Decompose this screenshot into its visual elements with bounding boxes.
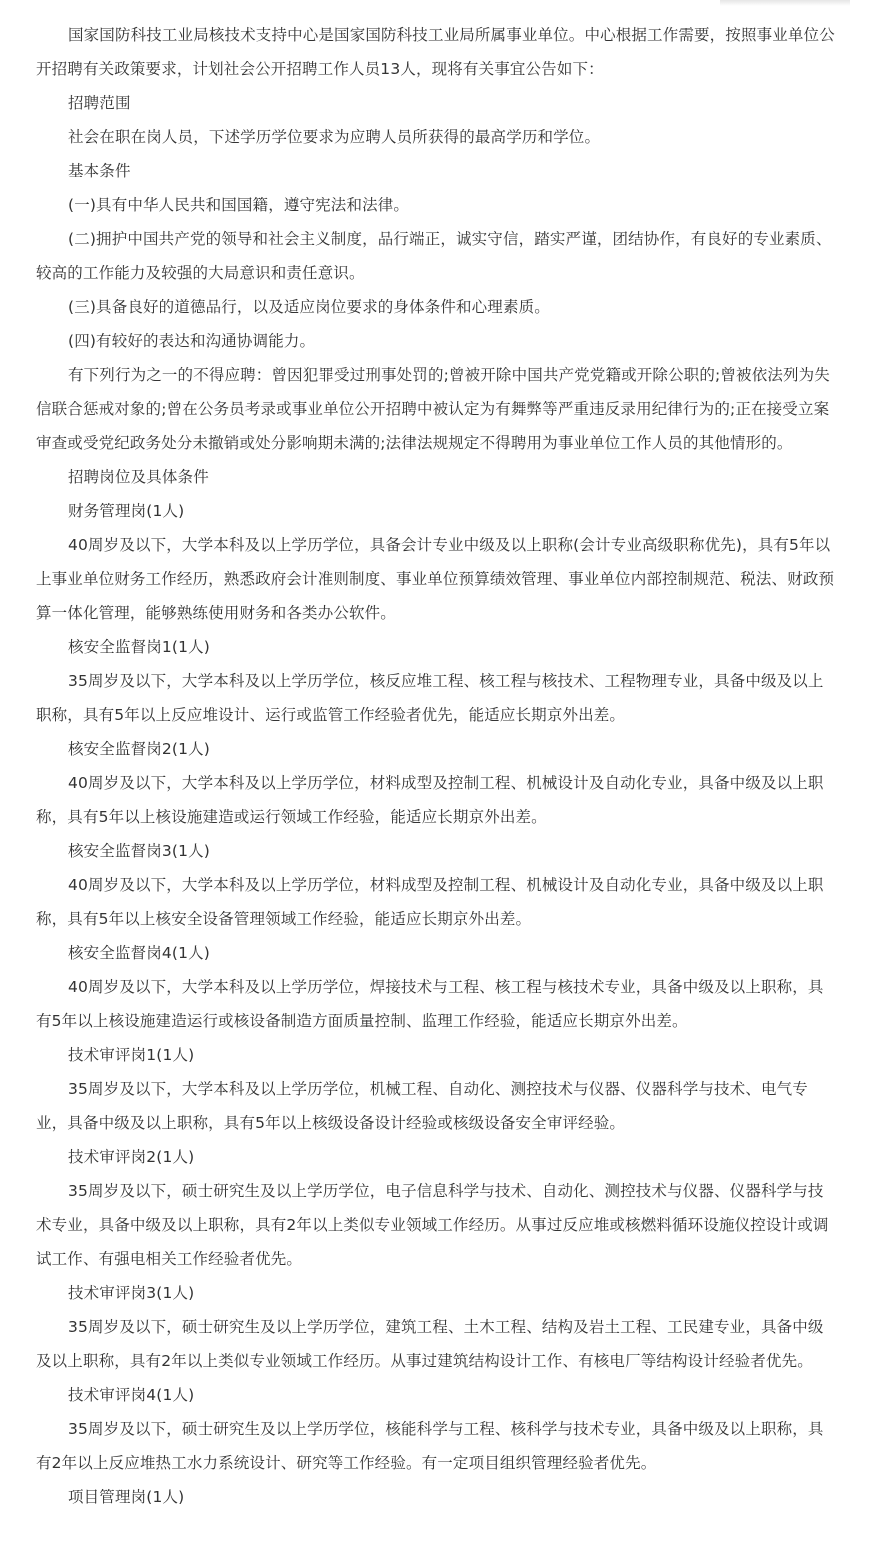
position-description: 40周岁及以下，大学本科及以上学历学位，焊接技术与工程、核工程与核技术专业，具备中级及以上职称，具有5年以上核设施建造运行或核设备制造方面质量控制、监理工作经验，能适应长期京外出差。 <box>36 978 824 1030</box>
position-title: 技术审评岗1(1人) <box>68 1046 195 1064</box>
conditions-heading: 基本条件 <box>68 162 131 180</box>
intro-paragraph: 国家国防科技工业局核技术支持中心是国家国防科技工业局所属事业单位。中心根据工作需要，按照事业单位公开招聘有关政策要求，计划社会公开招聘工作人员13人，现将有关事宜公告如下： <box>36 26 835 78</box>
position-title: 财务管理岗(1人) <box>68 502 185 520</box>
condition-item: (四)有较好的表达和沟通协调能力。 <box>68 332 316 350</box>
position-title: 核安全监督岗3(1人) <box>68 842 210 860</box>
condition-item: (二)拥护中国共产党的领导和社会主义制度，品行端正，诚实守信，踏实严谨，团结协作，有良好的专业素质、较高的工作能力及较强的大局意识和责任意识。 <box>36 230 832 282</box>
position-title: 核安全监督岗1(1人) <box>68 638 210 656</box>
condition-item: (三)具备良好的道德品行，以及适应岗位要求的身体条件和心理素质。 <box>68 298 550 316</box>
position-title: 核安全监督岗2(1人) <box>68 740 210 758</box>
position-description: 35周岁及以下，大学本科及以上学历学位，核反应堆工程、核工程与核技术、工程物理专业，具备中级及以上职称，具有5年以上反应堆设计、运行或监管工作经验者优先，能适应长期京外出差。 <box>36 672 824 724</box>
position-title: 项目管理岗(1人) <box>68 1488 185 1506</box>
condition-item: (一)具有中华人民共和国国籍，遵守宪法和法律。 <box>68 196 410 214</box>
position-title: 技术审评岗3(1人) <box>68 1284 195 1302</box>
position-title: 技术审评岗4(1人) <box>68 1386 195 1404</box>
position-description: 40周岁及以下，大学本科及以上学历学位，具备会计专业中级及以上职称(会计专业高级职称优先)，具有5年以上事业单位财务工作经历，熟悉政府会计准则制度、事业单位预算绩效管理、事业单位内部控制规范、税法、财政预算一体化管理，能够熟练使用财务和各类办公软件。 <box>36 536 835 622</box>
position-description: 35周岁及以下，硕士研究生及以上学历学位，电子信息科学与技术、自动化、测控技术与仪器、仪器科学与技术专业，具备中级及以上职称，具有2年以上类似专业领域工作经历。从事过反应堆或核燃料循环设施仪控设计或调试工作、有强电相关工作经验者优先。 <box>36 1182 829 1268</box>
exclusions-paragraph: 有下列行为之一的不得应聘：曾因犯罪受过刑事处罚的;曾被开除中国共产党党籍或开除公职的;曾被依法列为失信联合惩戒对象的;曾在公务员考录或事业单位公开招聘中被认定为有舞弊等严重违反录用纪律行为的;正在接受立案审查或受党纪政务处分未撤销或处分影响期未满的;法律法规规定不得聘用为事业单位工作人员的其他情形的。 <box>36 366 830 452</box>
position-description: 35周岁及以下，大学本科及以上学历学位，机械工程、自动化、测控技术与仪器、仪器科学与技术、电气专业，具备中级及以上职称，具有5年以上核级设备设计经验或核级设备安全审评经验。 <box>36 1080 808 1132</box>
top-shadow <box>720 0 850 6</box>
position-description: 40周岁及以下，大学本科及以上学历学位，材料成型及控制工程、机械设计及自动化专业，具备中级及以上职称，具有5年以上核安全设备管理领域工作经验，能适应长期京外出差。 <box>36 876 824 928</box>
position-description: 35周岁及以下，硕士研究生及以上学历学位，建筑工程、土木工程、结构及岩土工程、工民建专业，具备中级及以上职称，具有2年以上类似专业领域工作经历。从事过建筑结构设计工作、有核电厂等结构设计经验者优先。 <box>36 1318 824 1370</box>
scope-text: 社会在职在岗人员，下述学历学位要求为应聘人员所获得的最高学历和学位。 <box>68 128 601 146</box>
position-title: 技术审评岗2(1人) <box>68 1148 195 1166</box>
position-description: 40周岁及以下，大学本科及以上学历学位，材料成型及控制工程、机械设计及自动化专业，具备中级及以上职称，具有5年以上核设施建造或运行领域工作经验，能适应长期京外出差。 <box>36 774 824 826</box>
positions-heading: 招聘岗位及具体条件 <box>68 468 209 486</box>
scope-heading: 招聘范围 <box>68 94 131 112</box>
article-body <box>36 18 836 1514</box>
position-title: 核安全监督岗4(1人) <box>68 944 210 962</box>
position-description: 35周岁及以下，硕士研究生及以上学历学位，核能科学与工程、核科学与技术专业，具备中级及以上职称，具有2年以上反应堆热工水力系统设计、研究等工作经验。有一定项目组织管理经验者优先。 <box>36 1420 824 1472</box>
